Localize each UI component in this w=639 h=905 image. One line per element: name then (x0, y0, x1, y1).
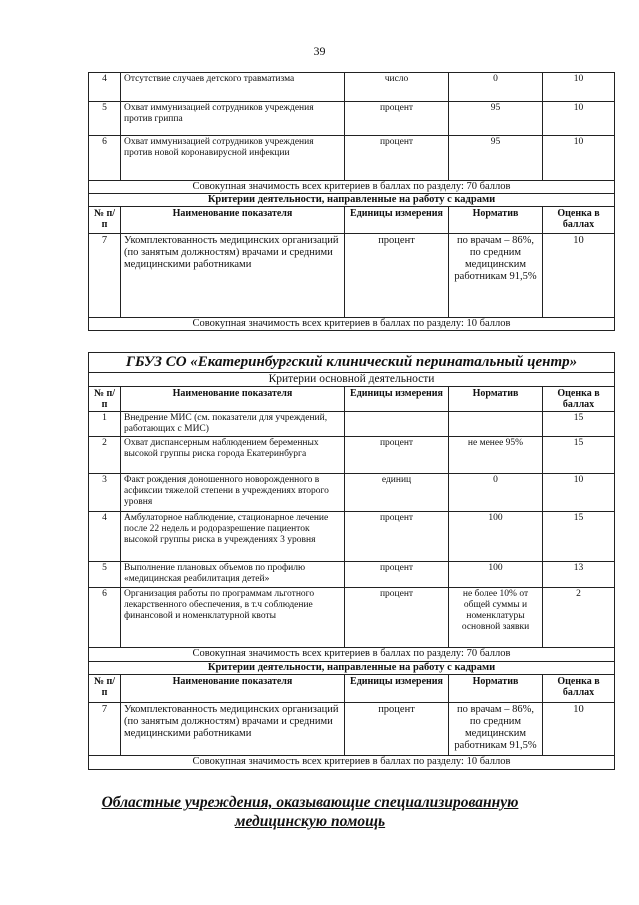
indicator-name: Факт рождения доношенного новорожденного в асфиксии тяжелой степени в учреждениях второго уровня (121, 474, 345, 512)
unit-cell: число (345, 73, 449, 102)
unit-cell: процент (345, 136, 449, 181)
header-number: № п/п (89, 675, 121, 703)
row-number: 2 (89, 437, 121, 474)
row-number: 4 (89, 73, 121, 102)
unit-cell: процент (345, 234, 449, 318)
section-total-row (89, 756, 615, 770)
header-score: Оценка в баллах (543, 675, 615, 703)
table-row (89, 412, 615, 437)
unit-cell: процент (345, 102, 449, 136)
section-total: Совокупная значимость всех критериев в баллах по разделу: 10 баллов (89, 318, 615, 331)
norm-cell: 0 (449, 474, 543, 512)
section-total: Совокупная значимость всех критериев в баллах по разделу: 70 баллов (89, 181, 615, 194)
score-cell: 10 (543, 703, 615, 756)
section-heading-row (89, 373, 615, 387)
norm-cell: 100 (449, 562, 543, 588)
score-cell: 13 (543, 562, 615, 588)
header-row (89, 675, 615, 703)
header-name: Наименование показателя (121, 387, 345, 412)
top-criteria-table (88, 72, 615, 331)
norm-cell: 95 (449, 102, 543, 136)
header-number: № п/п (89, 207, 121, 234)
section-heading: Критерии основной деятельности (89, 373, 615, 387)
norm-cell: по врачам – 86%, по средним медицинским работникам 91,5% (449, 234, 543, 318)
table-row (89, 703, 615, 756)
section-total-row (89, 318, 615, 331)
header-unit: Единицы измерения (345, 675, 449, 703)
section-heading: Критерии деятельности, направленные на работу с кадрами (89, 662, 615, 675)
row-number: 1 (89, 412, 121, 437)
header-name: Наименование показателя (121, 207, 345, 234)
table-row (89, 234, 615, 318)
row-number: 5 (89, 102, 121, 136)
row-number: 6 (89, 136, 121, 181)
section-heading-footer: Областные учреждения, оказывающие специализированную медицинскую помощь (101, 794, 519, 830)
header-row (89, 387, 615, 412)
table-row (89, 102, 615, 136)
norm-cell: по врачам – 86%, по средним медицинским работникам 91,5% (449, 703, 543, 756)
row-number: 4 (89, 512, 121, 562)
indicator-name: Внедрение МИС (см. показатели для учреждений, работающих с МИС) (121, 412, 345, 437)
header-unit: Единицы измерения (345, 387, 449, 412)
table-row (89, 73, 615, 102)
unit-cell: процент (345, 437, 449, 474)
header-name: Наименование показателя (121, 675, 345, 703)
row-number: 6 (89, 588, 121, 648)
header-norm: Норматив (449, 207, 543, 234)
page-number: 39 (313, 44, 326, 58)
norm-cell: не более 10% от общей суммы и номенклатуры основной заявки (449, 588, 543, 648)
indicator-name: Выполнение плановых объемов по профилю «медицинская реабилитация детей» (121, 562, 345, 588)
unit-cell: процент (345, 703, 449, 756)
norm-cell: 100 (449, 512, 543, 562)
unit-cell (345, 412, 449, 437)
row-number: 7 (89, 234, 121, 318)
header-number: № п/п (89, 387, 121, 412)
norm-cell: не менее 95% (449, 437, 543, 474)
norm-cell: 95 (449, 136, 543, 181)
section-heading-row (89, 194, 615, 207)
score-cell: 10 (543, 234, 615, 318)
score-cell: 15 (543, 512, 615, 562)
header-row (89, 207, 615, 234)
indicator-name: Отсутствие случаев детского травматизма (121, 73, 345, 102)
norm-cell (449, 412, 543, 437)
row-number: 3 (89, 474, 121, 512)
row-number: 5 (89, 562, 121, 588)
section-total-row (89, 181, 615, 194)
institution-title: ГБУЗ СО «Екатеринбургский клинический перинатальный центр» (89, 353, 615, 373)
header-score: Оценка в баллах (543, 207, 615, 234)
unit-cell: процент (345, 588, 449, 648)
score-cell: 15 (543, 437, 615, 474)
table-row (89, 512, 615, 562)
score-cell: 15 (543, 412, 615, 437)
table-row (89, 136, 615, 181)
indicator-name: Охват иммунизацией сотрудников учреждения против гриппа (121, 102, 345, 136)
indicator-name: Охват иммунизацией сотрудников учреждения против новой коронавирусной инфекции (121, 136, 345, 181)
score-cell: 2 (543, 588, 615, 648)
score-cell: 10 (543, 474, 615, 512)
unit-cell: процент (345, 512, 449, 562)
score-cell: 10 (543, 73, 615, 102)
unit-cell: процент (345, 562, 449, 588)
header-norm: Норматив (449, 387, 543, 412)
section-total: Совокупная значимость всех критериев в баллах по разделу: 70 баллов (89, 648, 615, 662)
table-row (89, 588, 615, 648)
table-row (89, 562, 615, 588)
section-heading-row (89, 662, 615, 675)
score-cell: 10 (543, 102, 615, 136)
indicator-name: Амбулаторное наблюдение, стационарное лечение после 22 недель и родоразрешение пациенток высокой группы риска в учреждениях 3 уровня (121, 512, 345, 562)
norm-cell: 0 (449, 73, 543, 102)
section-heading: Критерии деятельности, направленные на работу с кадрами (89, 194, 615, 207)
section-total-row (89, 648, 615, 662)
table-row (89, 474, 615, 512)
indicator-name: Укомплектованность медицинских организаций (по занятым должностям) врачами и средними медицинскими работниками (121, 234, 345, 318)
indicator-name: Охват диспансерным наблюдением беременных высокой группы риска города Екатеринбурга (121, 437, 345, 474)
section-total: Совокупная значимость всех критериев в баллах по разделу: 10 баллов (89, 756, 615, 770)
table-row (89, 437, 615, 474)
institution-title-row (89, 353, 615, 373)
header-norm: Норматив (449, 675, 543, 703)
header-unit: Единицы измерения (345, 207, 449, 234)
perinatal-center-table (88, 352, 615, 770)
score-cell: 10 (543, 136, 615, 181)
indicator-name: Организация работы по программам льготного лекарственного обеспечения, в т.ч соблюдение финансовой и номенклатурной квоты (121, 588, 345, 648)
header-score: Оценка в баллах (543, 387, 615, 412)
unit-cell: единиц (345, 474, 449, 512)
row-number: 7 (89, 703, 121, 756)
indicator-name: Укомплектованность медицинских организаций (по занятым должностям) врачами и средними медицинскими работниками (121, 703, 345, 756)
